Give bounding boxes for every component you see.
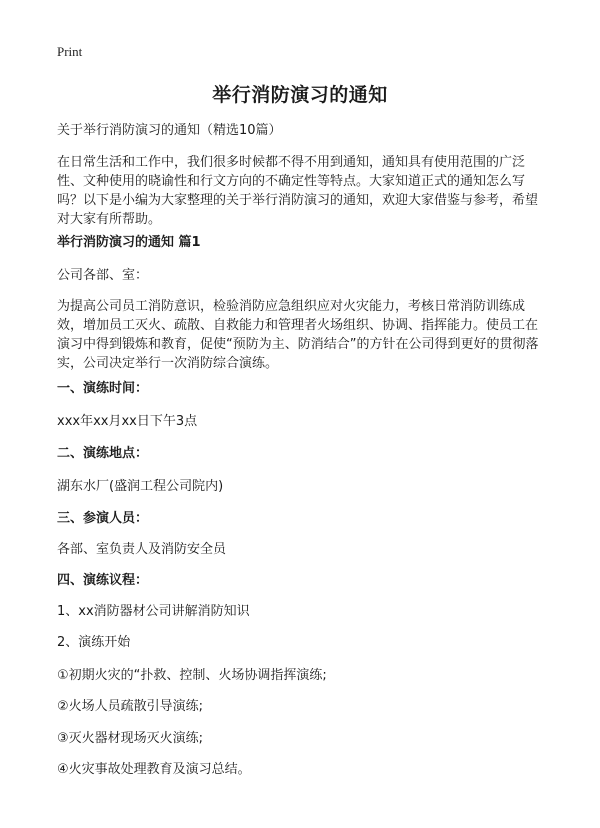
agenda-item: ①初期火灾的“扑救、控制、火场协调指挥演练; xyxy=(57,668,327,683)
print-link[interactable]: Print xyxy=(57,44,83,59)
time-value: xxx年xx月xx日下午3点 xyxy=(57,414,198,429)
document-title: 举行消防演习的通知 xyxy=(212,84,388,106)
agenda-item: ③灭火器材现场灭火演练; xyxy=(57,731,204,746)
participants-value: 各部、室负责人及消防安全员 xyxy=(57,542,227,557)
place-value: 湖东水厂(盛润工程公司院内) xyxy=(57,479,224,494)
agenda-item: ④火灾事故处理教育及演习总结。 xyxy=(57,762,251,777)
intro-paragraph: 在日常生活和工作中，我们很多时候都不得不用到通知，通知具有使用范围的广泛性、文种使用的晓谕性和行文方向的不确定性等特点。大家知道正式的通知怎么写吗？以下是小编为大家整理的关于举行消防演习的通知，欢迎大家借鉴与参考，希望对大家有所帮助。 xyxy=(57,155,539,227)
agenda-item: ②火场人员疏散引导演练; xyxy=(57,699,204,714)
agenda-item: 1、xx消防器材公司讲解消防知识 xyxy=(57,604,250,619)
agenda-item: 2、演练开始 xyxy=(57,635,131,650)
document-subtitle: 关于举行消防演习的通知（精选10篇） xyxy=(57,123,282,138)
place-heading: 二、演练地点： xyxy=(57,446,149,461)
agenda-heading: 四、演练议程： xyxy=(57,573,149,588)
section-title: 举行消防演习的通知 篇1 xyxy=(57,235,201,250)
greeting-line: 公司各部、室： xyxy=(57,268,149,283)
body-paragraph: 为提高公司员工消防意识，检验消防应急组织应对火灾能力，考核日常消防训练成效，增加员工灭火、疏散、自救能力和管理者火场组织、协调、指挥能力。使员工在演习中得到锻炼和教育，促使“预防为主、防消结合”的方针在公司得到更好的贯彻落实，公司决定举行一次消防综合演练。 xyxy=(57,299,539,371)
time-heading: 一、演练时间： xyxy=(57,381,149,396)
participants-heading: 三、参演人员： xyxy=(57,511,149,526)
